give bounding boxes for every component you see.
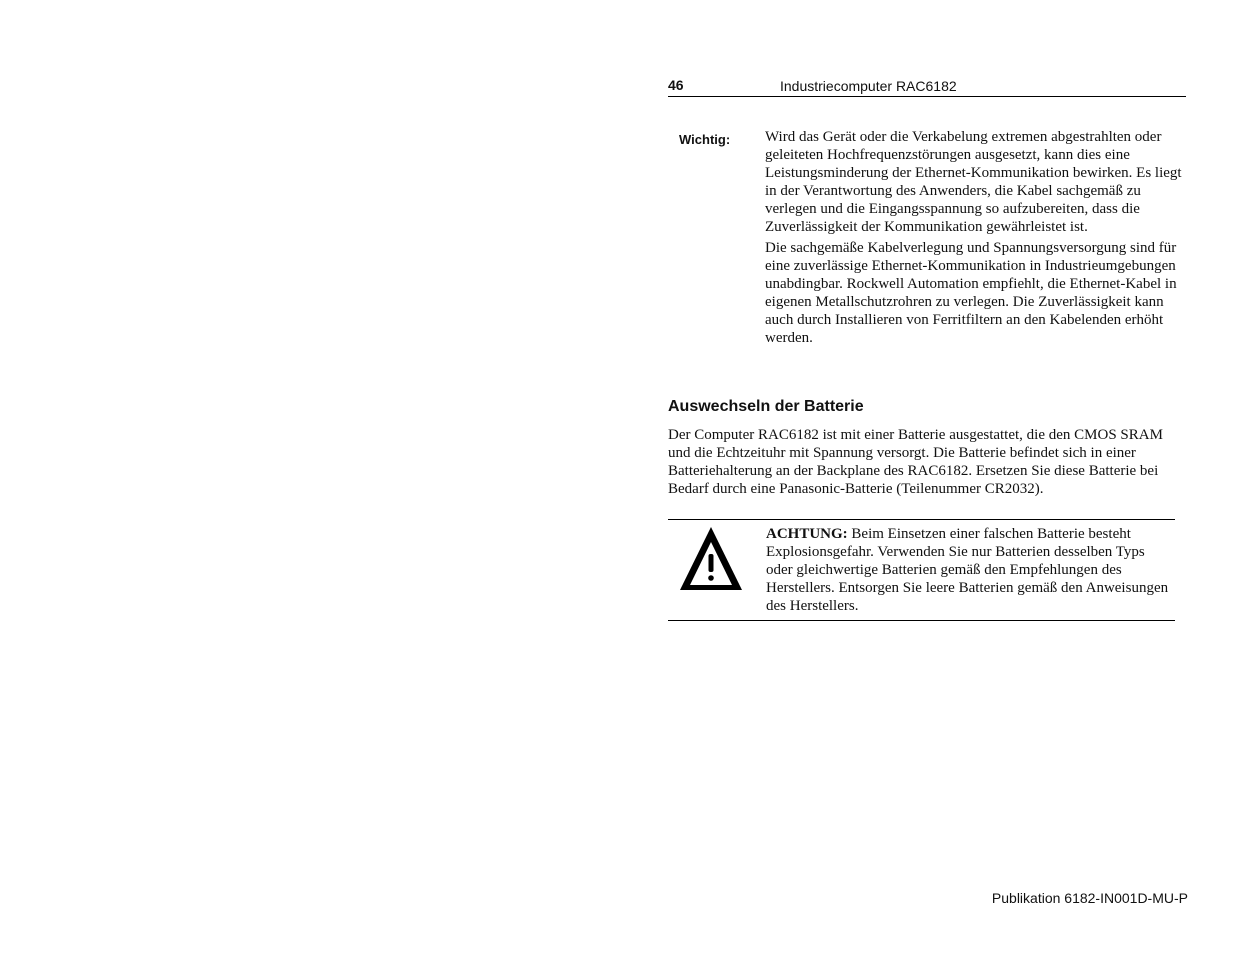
note-body: [765, 128, 1183, 350]
warning-lead: ACHTUNG:: [766, 526, 848, 542]
note-paragraph: Die sachgemäße Kabelverlegung und Spannungsversorgung sind für eine zuverlässige Ethernet-Kommunikation in Industrieumgebungen unabdingbar. Rockwell Automation empfiehlt, die Ethernet-Kabel in eigenen Metallschutzrohren zu verlegen. Die Zuverlässigkeit kann auch durch Installieren von Ferritfiltern an den Kabelenden erhöht werden.: [765, 240, 1177, 346]
page-number: 46: [668, 77, 684, 93]
note-paragraph: Wird das Gerät oder die Verkabelung extremen abgestrahlten oder geleiteten Hochfrequenzstörungen ausgesetzt, kann dies eine Leistungsminderung der Ethernet-Kommunikation bewirken. Es liegt in der Verantwortung des Anwenders, die Kabel sachgemäß zu verlegen und die Eingangsspannung so aufzubereiten, dass die Zuverlässigkeit der Kommunikation gewährleistet ist.: [765, 129, 1182, 235]
document-title: Industriecomputer RAC6182: [780, 78, 957, 94]
section-heading: Auswechseln der Batterie: [668, 398, 864, 415]
warning-text: [766, 525, 1171, 615]
page-header: [668, 76, 1186, 97]
warning-box: [668, 519, 1175, 621]
warning-triangle-icon: [678, 524, 744, 590]
section-body: Der Computer RAC6182 ist mit einer Batterie ausgestattet, die den CMOS SRAM und die Echtzeituhr mit Spannung versorgt. Die Batterie befindet sich in einer Batteriehalterung an der Backplane des RAC6182. Ersetzen Sie diese Batterie bei Bedarf durch eine Panasonic-Batterie (Teilenummer CR2032).: [668, 427, 1163, 497]
note-label: Wichtig:: [679, 132, 731, 147]
publication-footer: Publikation 6182-IN001D-MU-P: [991, 890, 1188, 906]
warning-message: Beim Einsetzen einer falschen Batterie besteht Explosionsgefahr. Verwenden Sie nur Batterien desselben Typs oder gleichwertige Batterien gemäß den Empfehlungen des Herstellers. Entsorgen Sie leere Batterien gemäß den Anweisungen des Herstellers.: [766, 526, 1169, 614]
